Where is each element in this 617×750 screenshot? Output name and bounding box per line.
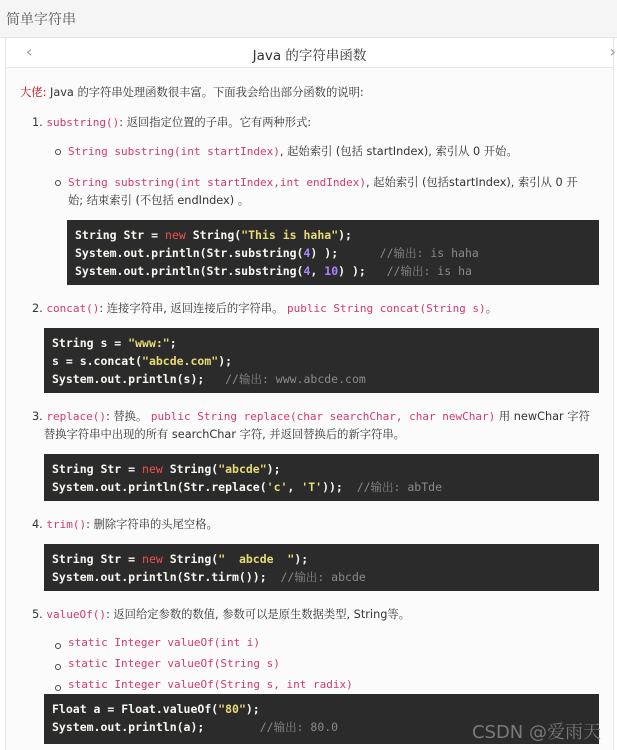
signature: static Integer valueOf(String s) <box>68 657 280 670</box>
code-block-valueof: Float a = Float.valueOf("80"); System.out.println(a); //输出: 80.0 <box>44 694 599 744</box>
function-name: substring() <box>46 116 120 129</box>
valueof-form-3 <box>68 678 353 691</box>
card-header <box>6 38 616 68</box>
code-block-substring: String Str = new String("This is haha"); System.out.println(Str.substring(4) ); //输出: is haha System.out.println(Str.substring(4, 10) ); //输出: is ha <box>67 220 599 285</box>
valueof-form-1 <box>68 636 260 649</box>
signature: public String replace(char searchChar, char newChar) <box>150 410 496 423</box>
item-trim-heading <box>32 516 218 532</box>
form-note: , 起始索引 (包括 startIndex), 索引从 0 开始。 <box>279 145 518 158</box>
code-block-trim: String Str = new String(" abcde "); System.out.println(Str.tirm()); //输出: abcde <box>44 544 599 591</box>
signature: public String concat(String s) <box>287 302 486 315</box>
code-block-replace: String Str = new String("abcde"); System.out.println(Str.replace('c', 'T')); //输出: abTde <box>44 454 599 501</box>
item-substring-heading <box>32 114 311 130</box>
substring-form-1 <box>68 143 518 159</box>
item-number: 3. <box>32 410 43 423</box>
substring-form-2 <box>68 174 578 190</box>
item-description: : 返回指定位置的子串。它有两种形式: <box>119 116 312 129</box>
item-number: 2. <box>32 302 43 315</box>
item-valueof-heading <box>32 606 410 622</box>
signature: String substring(int startIndex,int endIndex) <box>68 176 367 189</box>
bullet-icon <box>55 180 61 186</box>
bullet-icon <box>55 685 61 691</box>
item-number: 5. <box>32 608 43 621</box>
item-replace-heading <box>32 408 590 424</box>
item-description: : 返回给定参数的数值, 参数可以是原生数据类型, String等。 <box>105 608 410 621</box>
item-description: : 连接字符串, 返回连接后的字符串。 <box>99 302 284 315</box>
watermark: CSDN @爱雨天 <box>471 722 601 743</box>
item-description: : 删除字符串的头尾空格。 <box>86 518 218 531</box>
replace-desc-cont: 替换字符串中出现的所有 searchChar 字符, 并返回替换后的新字符串。 <box>44 428 405 441</box>
chevron-left-icon[interactable]: ‹ <box>26 42 33 61</box>
item-tail: 。 <box>485 302 497 315</box>
intro-label: 大佬: <box>20 86 47 99</box>
function-name: concat() <box>46 302 100 315</box>
valueof-form-2 <box>68 657 280 670</box>
function-name: replace() <box>46 410 106 423</box>
signature: static Integer valueOf(int i) <box>68 636 261 649</box>
item-number: 4. <box>32 518 43 531</box>
card-title: Java 的字符串函数 <box>252 48 367 64</box>
bullet-icon <box>55 149 61 155</box>
bullet-icon <box>55 664 61 670</box>
code-block-concat: String s = "www:"; s = s.concat("abcde.com"); System.out.println(s); //输出: www.abcde.com <box>44 328 599 393</box>
item-number: 1. <box>32 116 43 129</box>
substring-form-2-cont: 始; 结束索引 (不包括 endIndex) 。 <box>68 194 250 207</box>
bullet-icon <box>55 643 61 649</box>
function-name: valueOf() <box>46 608 106 621</box>
intro-text: Java 的字符串处理函数很丰富。下面我会给出部分函数的说明: <box>46 86 364 99</box>
top-bar <box>0 0 617 38</box>
item-tail: 用 newChar 字符 <box>495 410 590 423</box>
item-description: : 替换。 <box>105 410 148 423</box>
item-concat-heading <box>32 300 497 316</box>
function-name: trim() <box>46 518 87 531</box>
page-title: 简单字符串 <box>6 12 76 28</box>
form-note: , 起始索引 (包括startIndex), 索引从 0 开 <box>366 176 578 189</box>
intro-line <box>20 84 364 100</box>
signature: String substring(int startIndex) <box>68 145 280 158</box>
signature: static Integer valueOf(String s, int radix) <box>68 678 353 691</box>
chevron-right-icon[interactable]: › <box>609 42 616 61</box>
